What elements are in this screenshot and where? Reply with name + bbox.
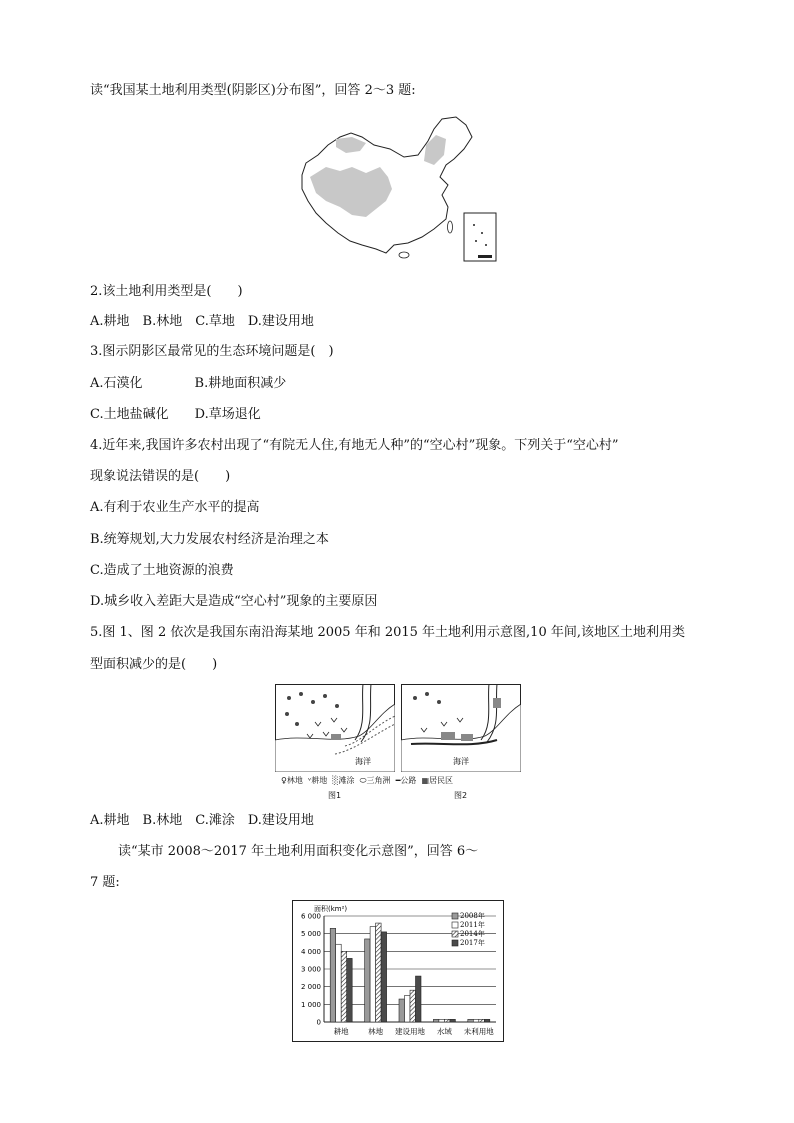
bar <box>336 944 342 1022</box>
intro-map: 读“我国某土地利用类型(阴影区)分布图”，回答 2～3 题: <box>90 83 416 98</box>
south-sea-inset <box>464 213 496 261</box>
bar <box>439 1019 445 1022</box>
road-icon: ━ <box>395 776 401 785</box>
bar <box>450 1019 456 1022</box>
legend-tidal-flat: 滩涂 <box>338 776 355 785</box>
residential-icon: ▦ <box>421 776 430 785</box>
legend-swatch <box>452 931 458 937</box>
q4-option-d: D.城乡收入差距大是造成“空心村”现象的主要原因 <box>90 594 378 609</box>
legend-label: 2014年 <box>460 930 485 938</box>
x-category-label: 建设用地 <box>395 1027 425 1036</box>
bar <box>410 990 416 1022</box>
y-tick-label: 1 000 <box>300 1000 321 1009</box>
q3-options-line1: A.石漠化 B.耕地面积减少 <box>90 376 287 391</box>
y-tick-label: 3 000 <box>300 965 321 974</box>
legend-farmland: 耕地 <box>311 776 328 785</box>
bar <box>365 939 371 1022</box>
q4-option-a: A.有利于农业生产水平的提高 <box>90 500 260 515</box>
bar <box>444 1019 450 1022</box>
legend-swatch <box>452 940 458 946</box>
legend-residential: 居民区 <box>429 776 454 785</box>
bar <box>484 1019 490 1022</box>
legend-forest: 林地 <box>286 776 303 785</box>
x-category-label: 未利用地 <box>463 1027 494 1036</box>
bar <box>370 927 376 1022</box>
bar <box>405 996 411 1023</box>
q2-options: A.耕地 B.林地 C.草地 D.建设用地 <box>90 314 314 329</box>
y-tick-label: 5 000 <box>300 930 321 939</box>
bar <box>376 923 382 1022</box>
fig1-label: 图1 <box>328 791 342 800</box>
bar <box>479 1019 485 1022</box>
x-category-label: 水域 <box>436 1027 452 1036</box>
q3-stem: 3.图示阴影区最常见的生态环境问题是( ) <box>90 344 334 359</box>
q4-stem-line2: 现象说法错误的是( ) <box>90 469 231 484</box>
bar <box>473 1019 479 1022</box>
intro-chart-line2: 7 题: <box>90 875 120 890</box>
bar <box>381 932 387 1022</box>
legend-swatch <box>452 922 458 928</box>
legend-road: 公路 <box>400 776 417 785</box>
taiwan-island <box>448 221 453 233</box>
y-tick-label: 4 000 <box>300 947 321 956</box>
land-area-bar-chart <box>292 900 504 1042</box>
q3-options-line2: C.土地盐碱化 D.草场退化 <box>90 407 261 422</box>
q2-stem: 2.该土地利用类型是( ) <box>90 284 243 299</box>
q5-stem-line1: 5.图 1、图 2 依次是我国东南沿海某地 2005 年和 2015 年土地利用示意图,10 年间,该地区土地利用类 <box>90 625 685 640</box>
fig2-label: 图2 <box>454 791 468 800</box>
legend-label: 2008年 <box>460 912 485 920</box>
legend-delta: 三角洲 <box>366 776 391 785</box>
legend-label: 2017年 <box>460 939 485 947</box>
q4-option-b: B.统筹规划,大力发展农村经济是治理之本 <box>90 532 329 547</box>
fig2-sea-label: 海洋 <box>453 757 469 766</box>
y-axis-label: 面积(km²) <box>314 905 348 913</box>
legend-label: 2011年 <box>460 921 485 929</box>
land-legend <box>281 775 453 786</box>
bar <box>416 976 422 1022</box>
bar <box>468 1019 474 1022</box>
hainan-island <box>399 252 409 258</box>
q5-options: A.耕地 B.林地 C.滩涂 D.建设用地 <box>90 813 314 828</box>
intro-chart-line1: 读“某市 2008～2017 年土地利用面积变化示意图”，回答 6～ <box>118 844 479 859</box>
legend-swatch <box>452 913 458 919</box>
q4-stem-line1: 4.近年来,我国许多农村出现了“有院无人住,有地无人种”的“空心村”现象。下列关于“空心村” <box>90 438 619 453</box>
delta-icon: ⬭ <box>359 776 367 785</box>
tidal-flat-icon: ░ <box>332 776 339 785</box>
q5-stem-line2: 型面积减少的是( ) <box>90 657 218 672</box>
fig1-sea-label: 海洋 <box>355 757 371 766</box>
china-map-figure <box>296 115 502 265</box>
forest-icon: ♀ <box>281 776 287 785</box>
farmland-icon: ᵛ <box>307 776 312 785</box>
q4-option-c: C.造成了土地资源的浪费 <box>90 563 234 578</box>
bar <box>399 999 405 1022</box>
bar <box>347 958 353 1022</box>
bar <box>330 928 336 1022</box>
x-category-label: 林地 <box>368 1027 384 1036</box>
land-use-fig1 <box>275 684 395 772</box>
bar <box>433 1019 439 1022</box>
y-tick-label: 0 <box>316 1018 321 1027</box>
bar <box>341 951 347 1022</box>
land-use-fig2 <box>401 684 521 772</box>
y-tick-label: 6 000 <box>300 912 321 921</box>
y-tick-label: 2 000 <box>300 983 321 992</box>
x-category-label: 耕地 <box>333 1027 349 1036</box>
